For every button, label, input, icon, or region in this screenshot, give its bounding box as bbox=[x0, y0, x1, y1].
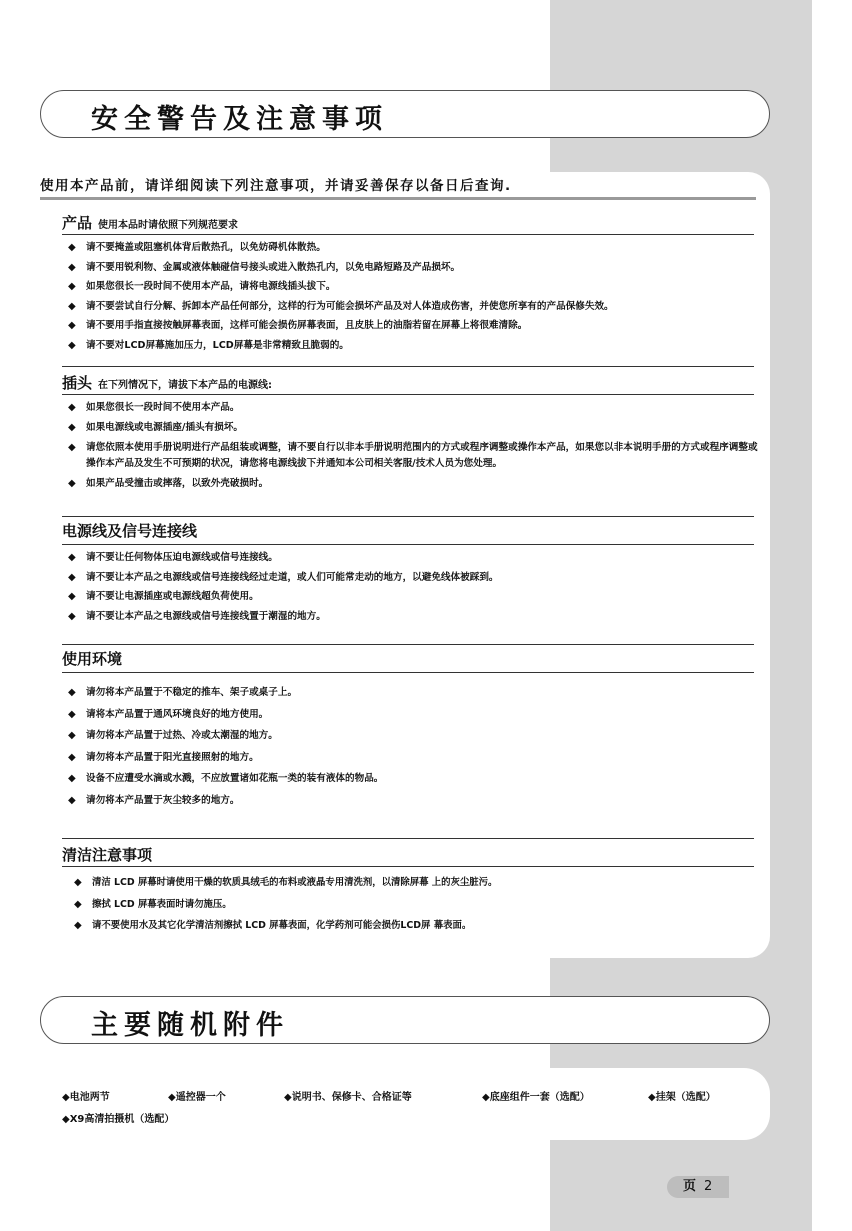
section-subtitle: 使用本品时请依照下列规范要求 bbox=[98, 220, 239, 231]
title-box-accessories bbox=[40, 996, 770, 1044]
accessory-item: ◆ 挂架（选配） bbox=[648, 1088, 716, 1103]
section-heading-environment: 使用环境 bbox=[62, 650, 123, 668]
page-title: 安全警告及注意事项 bbox=[91, 104, 388, 135]
accessory-item: ◆ 底座组件一套（选配） bbox=[482, 1088, 590, 1103]
section-heading-cables: 电源线及信号连接线 bbox=[62, 522, 198, 540]
list-item: ◆ 请不要掩盖或阻塞机体背后散热孔，以免妨碍机体散热。 bbox=[68, 238, 758, 258]
list-item: ◆ 请不要使用水及其它化学清洁剂擦拭 LCD 屏幕表面，化学药剂可能会损伤LCD屏 幕表面。 bbox=[74, 915, 764, 937]
section-divider bbox=[62, 234, 754, 235]
section-heading-cleaning: 清洁注意事项 bbox=[62, 846, 153, 864]
accessories-title: 主要随机附件 bbox=[91, 1010, 289, 1041]
page-number-badge bbox=[667, 1176, 729, 1198]
section-heading-product bbox=[62, 212, 238, 233]
product-list bbox=[68, 238, 758, 355]
intro-divider bbox=[40, 197, 756, 200]
section-title: 插头 bbox=[62, 374, 93, 392]
page-label: 页 bbox=[683, 1179, 697, 1194]
list-item: ◆ 如果产品受撞击或摔落，以致外壳破损时。 bbox=[68, 476, 758, 492]
section-divider bbox=[62, 672, 754, 673]
page-number: 2 bbox=[704, 1179, 713, 1194]
list-item: ◆ 请您依照本使用手册说明进行产品组装或调整，请不要自行以非本手册说明范围内的方式或程序调整或操作本产品，如果您以非本说明手册的方式或程序调整或操作本产品及发生不可预期的状况，请您将电源线拔下并通知本公司相关客服/技术人员为您处理。 bbox=[68, 440, 758, 472]
section-heading-plug bbox=[62, 372, 272, 393]
list-item: ◆ 请不要让本产品之电源线或信号连接线经过走道，或人们可能常走动的地方，以避免线体被踩到。 bbox=[68, 568, 758, 588]
section-divider bbox=[62, 366, 754, 367]
list-item: ◆ 请不要让本产品之电源线或信号连接线置于潮湿的地方。 bbox=[68, 607, 758, 627]
environment-list bbox=[68, 682, 758, 811]
section-subtitle: 在下列情况下，请拔下本产品的电源线: bbox=[98, 380, 273, 391]
list-item: ◆ 清洁 LCD 屏幕时请使用干燥的软质具绒毛的布料或液晶专用清洗剂，以清除屏幕 上的灰尘脏污。 bbox=[74, 872, 764, 894]
list-item: ◆ 如果电源线或电源插座/插头有损坏。 bbox=[68, 420, 758, 436]
list-item: ◆ 请将本产品置于通风环境良好的地方使用。 bbox=[68, 704, 758, 726]
accessory-item: ◆ 说明书、保修卡、合格证等 bbox=[284, 1088, 412, 1103]
intro-text: 使用本产品前，请详细阅读下列注意事项，并请妥善保存以备日后查询. bbox=[40, 178, 512, 194]
plug-list bbox=[68, 400, 758, 496]
title-box-safety bbox=[40, 90, 770, 138]
list-item: ◆ 请不要让任何物体压迫电源线或信号连接线。 bbox=[68, 548, 758, 568]
section-divider bbox=[62, 866, 754, 867]
list-item: ◆ 请勿将本产品置于灰尘较多的地方。 bbox=[68, 790, 758, 812]
section-divider bbox=[62, 516, 754, 517]
section-divider bbox=[62, 544, 754, 545]
cleaning-list bbox=[74, 872, 764, 937]
section-divider bbox=[62, 644, 754, 645]
list-item: ◆ 如果您很长一段时间不使用本产品。 bbox=[68, 400, 758, 416]
cables-list bbox=[68, 548, 758, 626]
list-item: ◆ 请不要尝试自行分解、拆卸本产品任何部分，这样的行为可能会损坏产品及对人体造成伤害，并使您所享有的产品保修失效。 bbox=[68, 297, 758, 317]
accessories-list bbox=[62, 1088, 762, 1132]
section-divider bbox=[62, 394, 754, 395]
list-item: ◆ 请勿将本产品置于阳光直接照射的地方。 bbox=[68, 747, 758, 769]
list-item: ◆ 请勿将本产品置于过热、冷或太潮湿的地方。 bbox=[68, 725, 758, 747]
section-divider bbox=[62, 838, 754, 839]
list-item: ◆ 擦拭 LCD 屏幕表面时请勿施压。 bbox=[74, 894, 764, 916]
list-item: ◆ 请不要让电源插座或电源线超负荷使用。 bbox=[68, 587, 758, 607]
list-item: ◆ 设备不应遭受水滴或水溅，不应放置诸如花瓶一类的装有液体的物品。 bbox=[68, 768, 758, 790]
list-item: ◆ 请不要用锐利物、金属或液体触碰信号接头或进入散热孔内，以免电路短路及产品损坏。 bbox=[68, 258, 758, 278]
accessory-item: ◆ X9高清拍摄机（选配） bbox=[62, 1110, 174, 1125]
list-item: ◆ 请不要用手指直接按触屏幕表面，这样可能会损伤屏幕表面，且皮肤上的油脂若留在屏幕上将很难清除。 bbox=[68, 316, 758, 336]
section-title: 产品 bbox=[62, 214, 93, 232]
accessory-item: ◆ 遥控器一个 bbox=[168, 1088, 226, 1103]
list-item: ◆ 如果您很长一段时间不使用本产品，请将电源线插头拔下。 bbox=[68, 277, 758, 297]
list-item: ◆ 请勿将本产品置于不稳定的推车、架子或桌子上。 bbox=[68, 682, 758, 704]
list-item: ◆ 请不要对LCD屏幕施加压力，LCD屏幕是非常精致且脆弱的。 bbox=[68, 336, 758, 356]
accessory-item: ◆ 电池两节 bbox=[62, 1088, 110, 1103]
